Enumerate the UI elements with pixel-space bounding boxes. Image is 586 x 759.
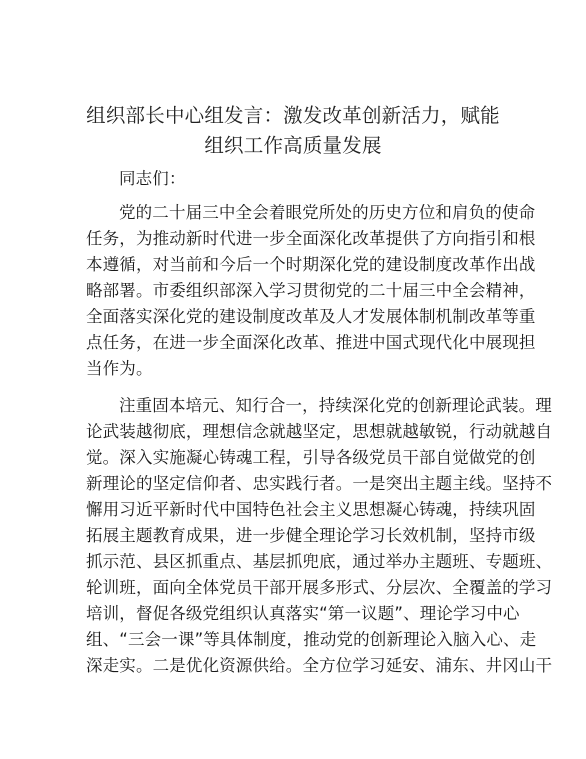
paragraph-2-line: 拓展主题教育成果，进一步健全理论学习长效机制，坚持市级 <box>86 526 536 545</box>
paragraph-2-line: 轮训班，面向全体党员干部开展多形式、分层次、全覆盖的学习 <box>86 578 553 597</box>
paragraph-2-line: 培训，督促各级党组织认真落实“第一议题”、理论学习中心 <box>86 604 520 623</box>
paragraph-1-line: 本遵循，对当前和今后一个时期深化党的建设制度改革作出战 <box>86 255 536 274</box>
paragraph-2-line: 新理论的坚定信仰者、忠实践行者。一是突出主题主线。坚持不 <box>86 474 553 493</box>
paragraph-2-line: 深走实。二是优化资源供给。全方位学习延安、浦东、井冈山干 <box>86 656 553 675</box>
paragraph-2-line: 抓示范、县区抓重点、基层抓兜底，通过举办主题班、专题班、 <box>86 552 553 571</box>
paragraph-2-line: 懈用习近平新时代中国特色社会主义思想凝心铸魂，持续巩固 <box>86 500 536 519</box>
paragraph-2-line: 论武装越彻底，理想信念就越坚定，思想就越敏锐，行动就越自 <box>86 422 553 441</box>
document-title-line-1: 组织部长中心组发言：激发改革创新活力，赋能 <box>86 104 500 127</box>
paragraph-1-line: 任务，为推动新时代进一步全面深化改革提供了方向指引和根 <box>86 229 536 248</box>
document-title-line-2: 组织工作高质量发展 <box>204 134 382 157</box>
paragraph-1-line: 略部署。市委组织部深入学习贯彻党的二十届三中全会精神， <box>86 281 536 300</box>
paragraph-1-line: 全面落实深化党的建设制度改革及人才发展体制机制改革等重 <box>86 307 536 326</box>
paragraph-1-line: 点任务，在进一步全面深化改革、推进中国式现代化中展现担 <box>86 333 536 352</box>
paragraph-2-line: 注重固本培元、知行合一，持续深化党的创新理论武装。理 <box>119 396 552 415</box>
paragraph-2-line: 觉。深入实施凝心铸魂工程，引导各级党员干部自觉做党的创 <box>86 448 536 467</box>
salutation: 同志们： <box>119 169 186 188</box>
paragraph-1-line: 党的二十届三中全会着眼党所处的历史方位和肩负的使命 <box>119 203 536 222</box>
paragraph-1-line: 当作为。 <box>86 359 153 378</box>
paragraph-2-line: 组、“三会一课”等具体制度，推动党的创新理论入脑入心、走 <box>86 630 537 649</box>
